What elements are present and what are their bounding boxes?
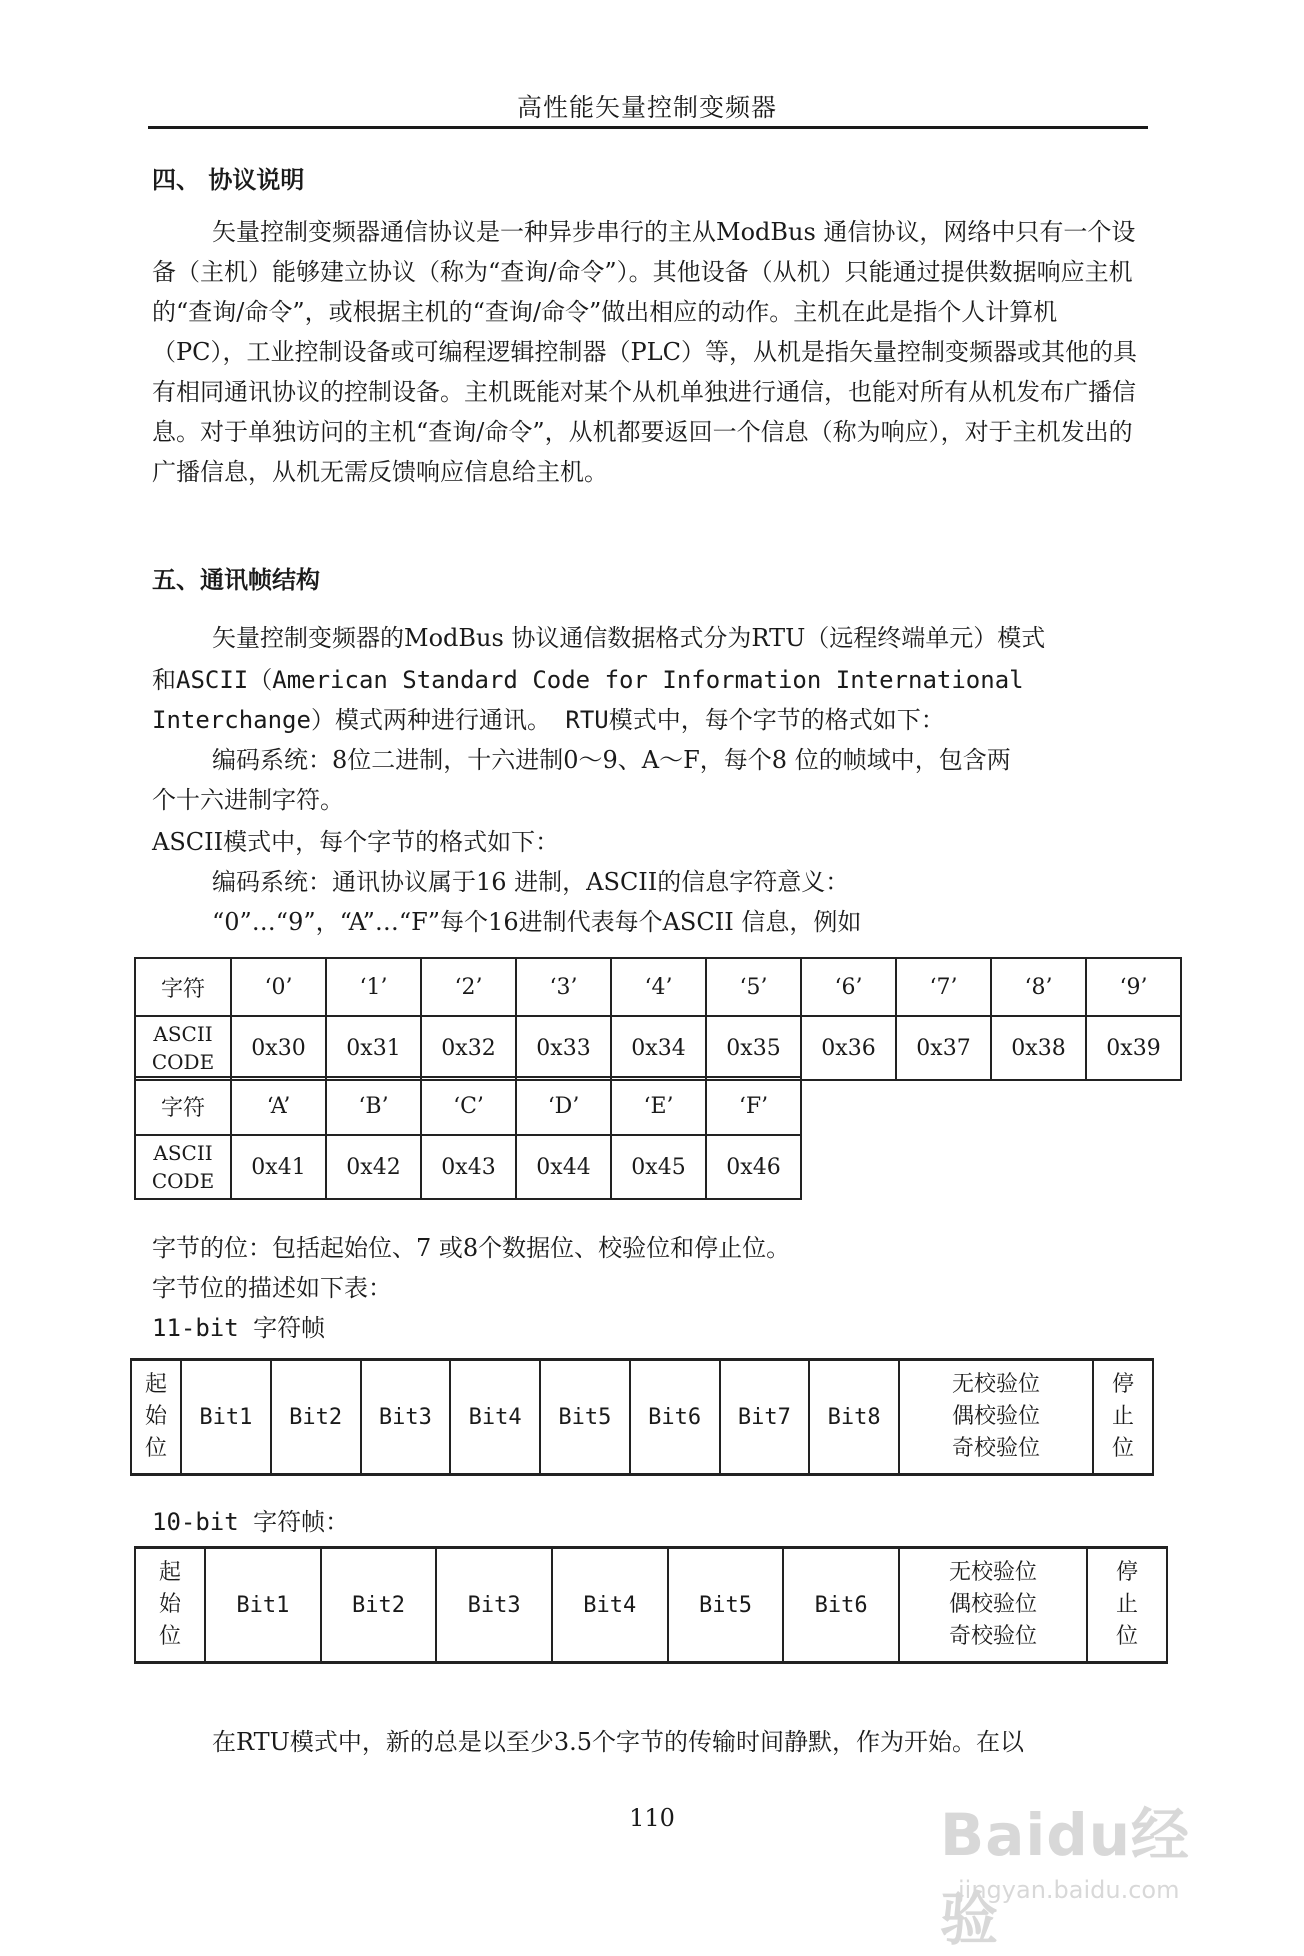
frame-10-bit-label: 10-bit 字符帧： (152, 1508, 350, 1536)
table-cell: ‘7’ (896, 958, 991, 1016)
table-cell: ‘3’ (516, 958, 611, 1016)
frame-11-bit-label: 11-bit 字符帧 (152, 1314, 326, 1342)
watermark-url: jingyan.baidu.com (958, 1876, 1180, 1904)
table-row (135, 1548, 1167, 1663)
table-cell: 0x30 (231, 1016, 326, 1080)
start-bit-char: 始 (158, 1592, 181, 1617)
stop-bit-char: 止 (1111, 1404, 1134, 1429)
table-row (135, 1077, 801, 1135)
table-cell: 0x38 (991, 1016, 1086, 1080)
table-cell: Bit5 (540, 1360, 630, 1475)
table-row (135, 958, 1181, 1016)
table-cell: Bit2 (321, 1548, 437, 1663)
section-5-heading: 五、通讯帧结构 (152, 565, 320, 594)
page-number: 110 (629, 1804, 675, 1832)
table-cell: ‘6’ (801, 958, 896, 1016)
ascii-table-letters (134, 1076, 802, 1200)
table-cell: Bit4 (552, 1548, 668, 1663)
table-cell: 0x35 (706, 1016, 801, 1080)
table-cell: Bit2 (271, 1360, 361, 1475)
table-cell: Bit6 (783, 1548, 899, 1663)
start-bit-char: 起 (144, 1372, 167, 1397)
section-5-line-1: 矢量控制变频器的ModBus 协议通信数据格式分为RTU（远程终端单元）模式 (212, 624, 1046, 652)
stop-bit-char: 止 (1115, 1592, 1138, 1617)
parity-option: 奇校验位 (948, 1624, 1037, 1649)
section-5-line-2: 和ASCII（American Standard Code for Information International (152, 666, 1024, 694)
table-cell: 0x41 (231, 1135, 326, 1199)
table-row (135, 1135, 801, 1199)
table-row (135, 1016, 1181, 1080)
table-cell: ‘A’ (231, 1077, 326, 1135)
stop-bit-char: 位 (1115, 1624, 1138, 1649)
table-cell: ‘9’ (1086, 958, 1181, 1016)
section-5-line-8: “0”…“9”，“A”…“F”每个16进制代表每个ASCII 信息，例如 (212, 908, 862, 936)
table-cell: Bit7 (720, 1360, 810, 1475)
stop-bit-cell (1093, 1360, 1153, 1475)
parity-option: 奇校验位 (951, 1436, 1040, 1461)
header-rule (148, 126, 1148, 129)
table-cell: 0x45 (611, 1135, 706, 1199)
frame-10-bit-table (134, 1546, 1168, 1664)
start-bit-char: 起 (158, 1560, 181, 1585)
section-5-line-4: 编码系统：8位二进制，十六进制0～9、A～F，每个8 位的帧域中，包含两 (212, 746, 1011, 774)
table-cell: ‘8’ (991, 958, 1086, 1016)
parity-bit-cell (899, 1548, 1087, 1663)
table-cell: 0x34 (611, 1016, 706, 1080)
start-bit-char: 位 (158, 1624, 181, 1649)
table-cell: 0x31 (326, 1016, 421, 1080)
watermark (930, 1780, 1230, 1953)
stop-bit-char: 停 (1115, 1560, 1138, 1585)
section-5-line-5: 个十六进制字符。 (152, 786, 344, 814)
ascii-table-digits (134, 957, 1182, 1081)
table-cell: 0x33 (516, 1016, 611, 1080)
table-cell: ‘2’ (421, 958, 516, 1016)
table-cell: ASCII CODE (135, 1016, 231, 1080)
table-cell: 0x32 (421, 1016, 516, 1080)
section-4-heading: 四、 协议说明 (152, 165, 305, 194)
table-cell: Bit8 (809, 1360, 899, 1475)
frame-11-bit-table (130, 1358, 1154, 1476)
table-cell: 0x36 (801, 1016, 896, 1080)
bits-description-line-2: 字节位的描述如下表： (152, 1274, 392, 1302)
table-cell: Bit4 (450, 1360, 540, 1475)
parity-option: 偶校验位 (948, 1592, 1037, 1617)
start-bit-cell (135, 1548, 205, 1663)
section-5-line-3: Interchange）模式两种进行通讯。 RTU模式中，每个字节的格式如下： (152, 706, 945, 734)
section-5-line-6: ASCII模式中，每个字节的格式如下： (152, 828, 560, 856)
table-cell: ‘0’ (231, 958, 326, 1016)
table-cell: ‘1’ (326, 958, 421, 1016)
start-bit-cell (131, 1360, 181, 1475)
table-cell: Bit3 (436, 1548, 552, 1663)
table-cell: 0x42 (326, 1135, 421, 1199)
table-cell: ‘5’ (706, 958, 801, 1016)
running-header: 高性能矢量控制变频器 (516, 93, 777, 122)
table-cell: ASCII CODE (135, 1135, 231, 1199)
table-cell: 0x39 (1086, 1016, 1181, 1080)
table-cell: Bit5 (668, 1548, 784, 1663)
parity-option: 偶校验位 (951, 1404, 1040, 1429)
parity-option: 无校验位 (951, 1372, 1040, 1397)
section-4-paragraph: 矢量控制变频器通信协议是一种异步串行的主从ModBus 通信协议，网络中只有一个设备（主机）能够建立协议（称为“查询/命令”）。其他设备（从机）只能通过提供数据响应主机的“查询/命令”，或根据主机的“查询/命令”做出相应的动作。主机在此是指个人计算机（PC），工业控制设备或可编程逻辑控制器（PLC）等，从机是指矢量控制变频器或其他的具有相同通讯协议的控制设备。主机既能对某个从机单独进行通信，也能对所有从机发布广播信息。对于单独访问的主机“查询/命令”，从机都要返回一个信息（称为响应），对于主机发出的广播信息，从机无需反馈响应信息给主机。 (152, 218, 1137, 486)
table-cell: 0x46 (706, 1135, 801, 1199)
table-cell: Bit1 (205, 1548, 321, 1663)
table-cell: Bit3 (361, 1360, 451, 1475)
parity-option: 无校验位 (948, 1560, 1037, 1585)
table-cell: ‘E’ (611, 1077, 706, 1135)
rtu-mode-text: 在RTU模式中，新的总是以至少3.5个字节的传输时间静默，作为开始。在以 (212, 1728, 1025, 1756)
stop-bit-char: 位 (1111, 1436, 1134, 1461)
start-bit-char: 始 (144, 1404, 167, 1429)
table-cell: ‘C’ (421, 1077, 516, 1135)
watermark-brand: Baidu经验 (940, 1801, 1191, 1953)
table-cell: ‘F’ (706, 1077, 801, 1135)
table-row (131, 1360, 1153, 1475)
section-5-line-7: 编码系统：通讯协议属于16 进制，ASCII的信息字符意义： (212, 868, 850, 896)
table-cell: ‘B’ (326, 1077, 421, 1135)
parity-bit-cell (899, 1360, 1093, 1475)
table-cell: Bit1 (181, 1360, 271, 1475)
table-cell: 字符 (135, 1077, 231, 1135)
bits-description-line-1: 字节的位：包括起始位、7 或8个数据位、校验位和停止位。 (152, 1234, 791, 1262)
table-cell: 0x37 (896, 1016, 991, 1080)
table-cell: 0x43 (421, 1135, 516, 1199)
table-cell: Bit6 (630, 1360, 720, 1475)
table-cell: ‘4’ (611, 958, 706, 1016)
start-bit-char: 位 (144, 1436, 167, 1461)
table-cell: ‘D’ (516, 1077, 611, 1135)
stop-bit-char: 停 (1111, 1372, 1134, 1397)
stop-bit-cell (1087, 1548, 1167, 1663)
table-cell: 0x44 (516, 1135, 611, 1199)
table-cell: 字符 (135, 958, 231, 1016)
